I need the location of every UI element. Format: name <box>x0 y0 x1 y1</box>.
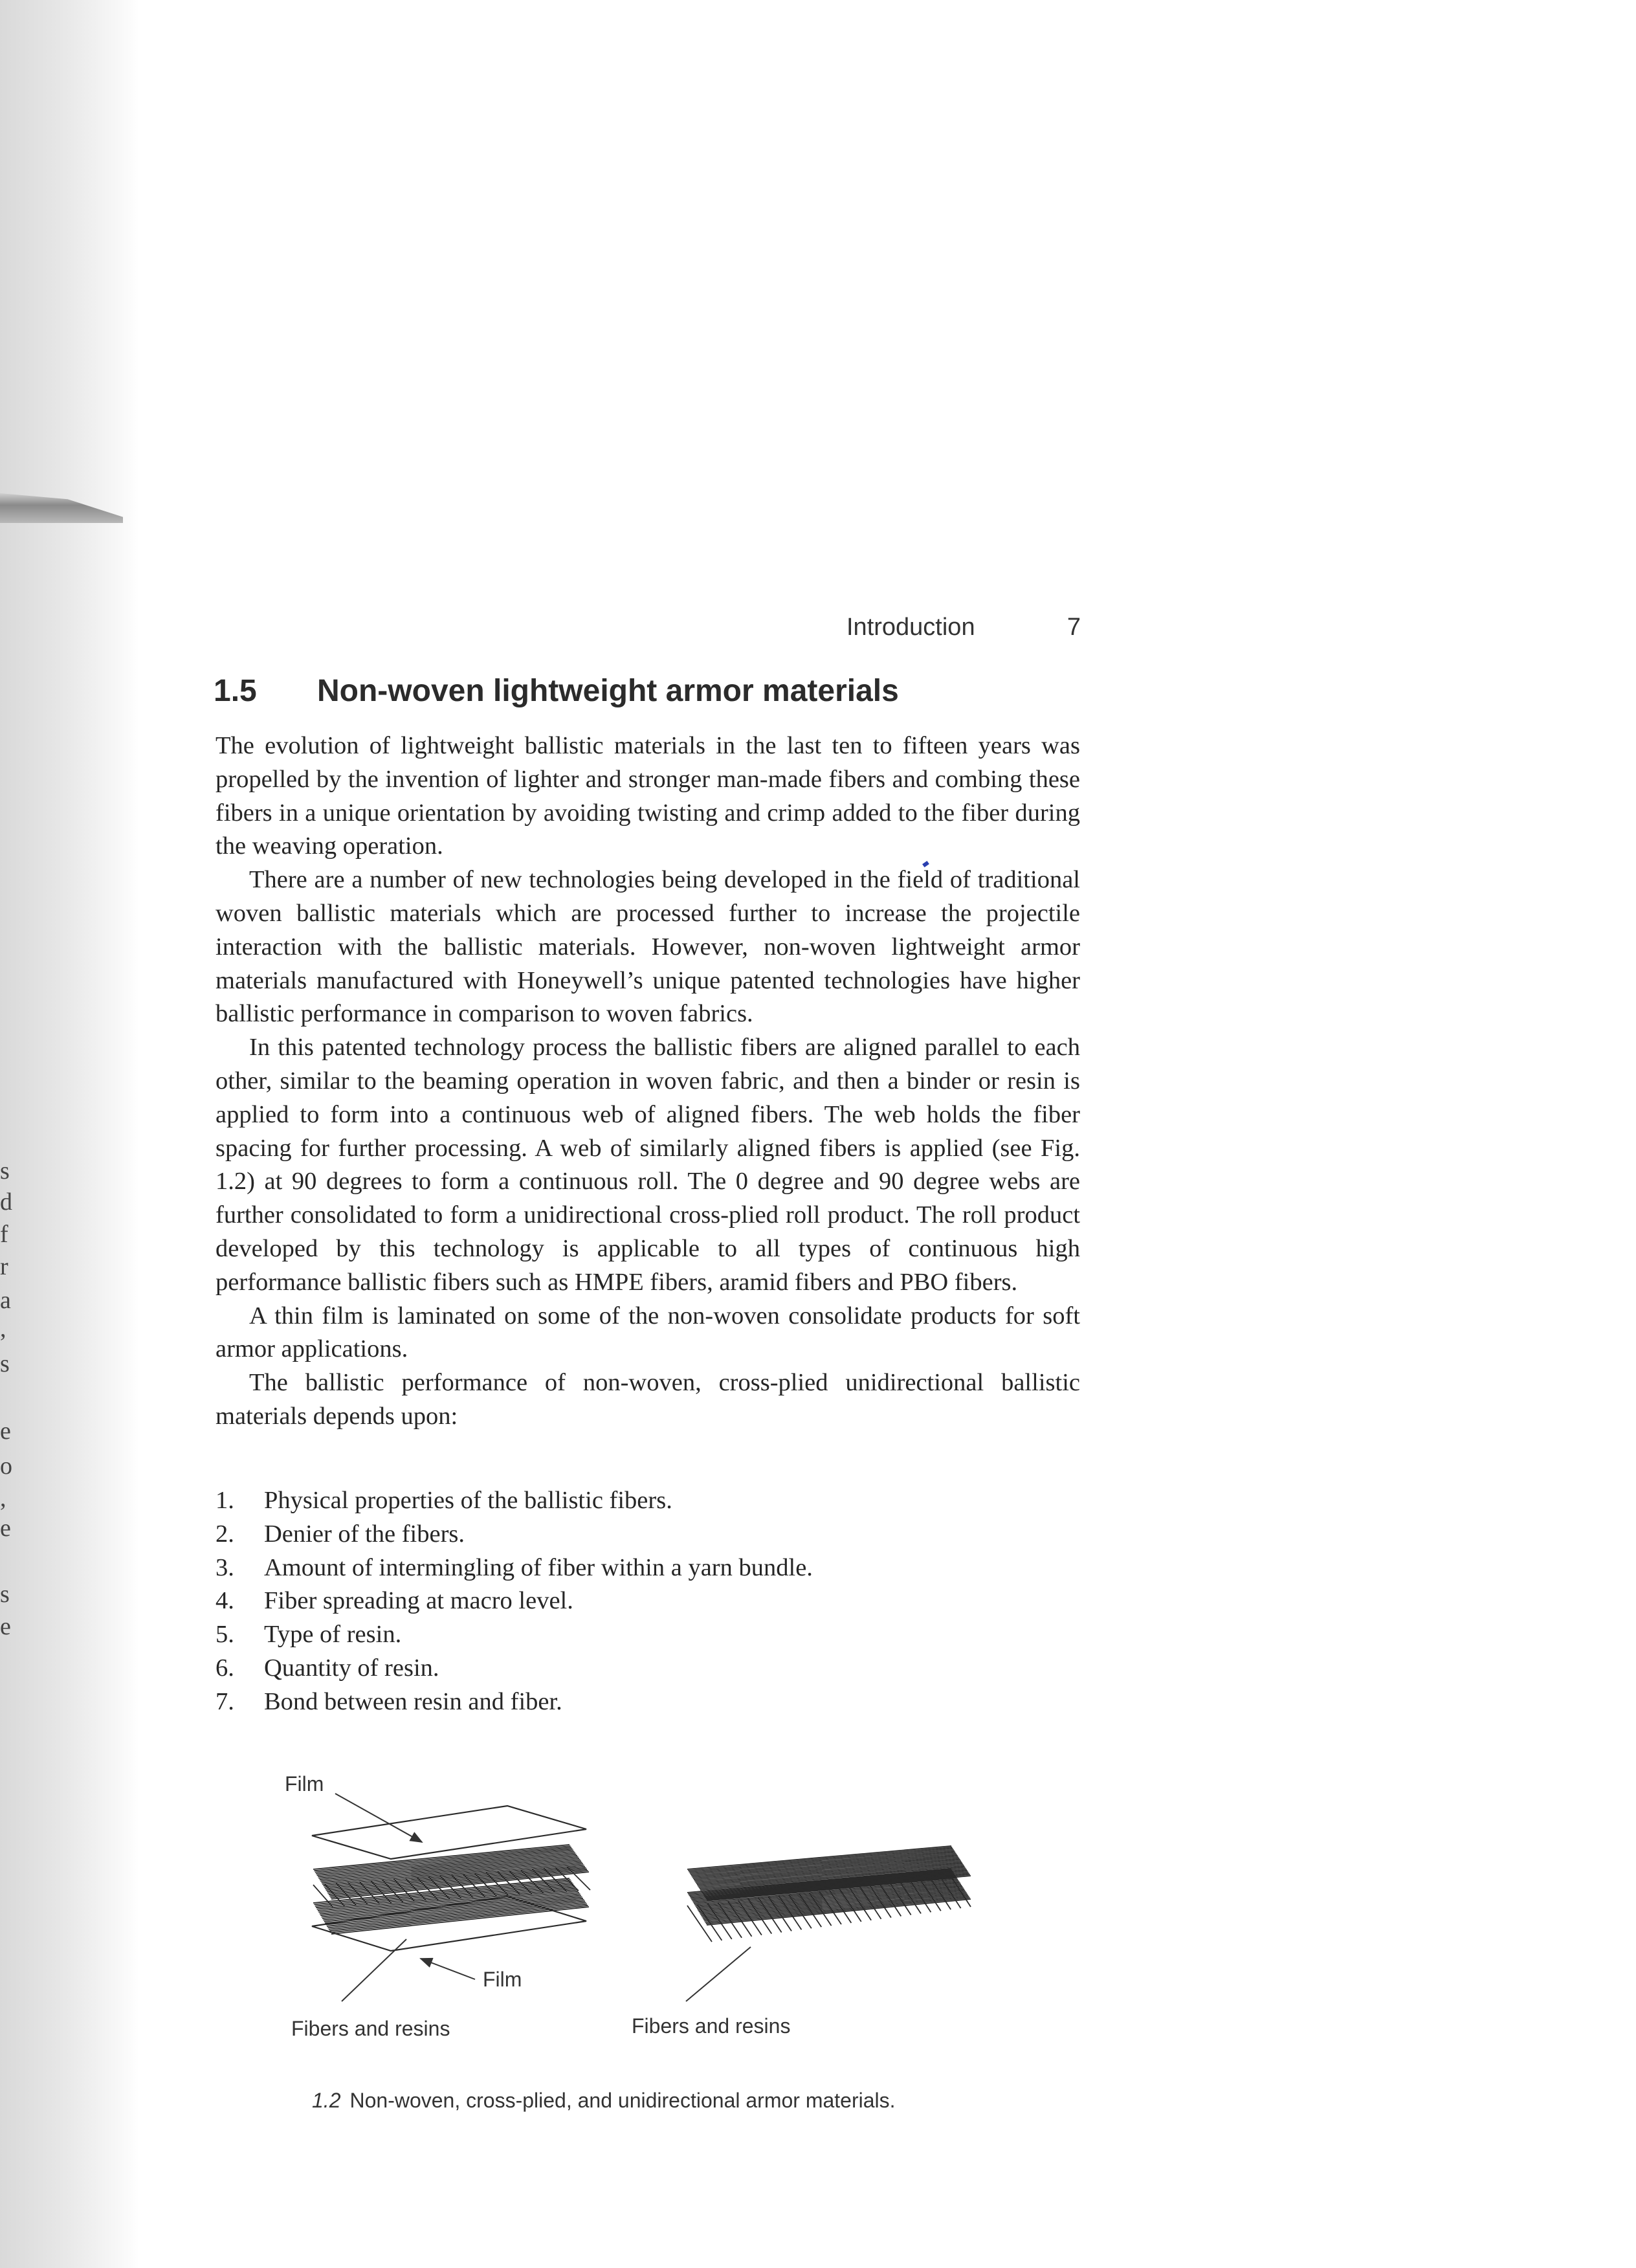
fiber-line <box>694 1856 958 1880</box>
fiber-line <box>694 1879 958 1903</box>
fiber-line <box>690 1873 954 1897</box>
fiber-line <box>327 1901 585 1928</box>
edge-glyph: e <box>0 1418 11 1445</box>
list-item <box>216 1685 1080 1719</box>
fiber-line <box>318 1885 575 1911</box>
fiber-line <box>705 1873 969 1898</box>
fiber-line <box>870 1886 890 1918</box>
fiber-line <box>691 1852 955 1876</box>
list-item <box>216 1551 1080 1585</box>
fiber-line <box>326 1898 583 1925</box>
fiber-line <box>348 1882 368 1904</box>
fiber-line <box>315 1847 571 1872</box>
fiber-line <box>324 1895 581 1921</box>
section-title: Non-woven lightweight armor materials <box>317 674 899 708</box>
fiber-line <box>325 1862 582 1889</box>
fiber-line <box>688 1871 952 1894</box>
list-item-number: 1. <box>216 1487 234 1514</box>
fiber-line <box>702 1892 966 1917</box>
fiber-line <box>839 1889 861 1922</box>
fiber-line <box>394 1879 415 1902</box>
paragraph: The ballistic performance of non-woven, cross-plied unidirectional ballistic materials depends upon: <box>216 1369 1080 1430</box>
fiber-line <box>329 1868 586 1895</box>
page-binding-shadow <box>0 0 139 2268</box>
fiber-line <box>689 1849 953 1872</box>
figure-number: 1.2 <box>312 2089 341 2112</box>
cross-plied-laminate-drawing <box>312 1806 586 1951</box>
fiber-line <box>769 1896 792 1931</box>
label-film-top: Film <box>285 1772 324 1796</box>
fiber-line <box>327 1867 585 1893</box>
fiber-line <box>555 1867 579 1891</box>
list-item-number: 7. <box>216 1687 234 1715</box>
fiber-line <box>698 1904 722 1940</box>
fiber-line <box>799 1893 822 1927</box>
list-item-number: 4. <box>216 1587 234 1615</box>
fiber-line <box>313 1885 333 1907</box>
fiber-line <box>486 1873 508 1895</box>
fiber-line <box>323 1894 580 1920</box>
fiber-line <box>921 1880 941 1911</box>
paragraph: A thin film is laminated on some of the non-woven consolidate products for soft armor applications. <box>216 1302 1080 1363</box>
fiber-line <box>331 1871 588 1898</box>
section-number: 1.5 <box>214 674 257 708</box>
fiber-line <box>698 1885 962 1910</box>
edge-glyph: r <box>0 1253 8 1280</box>
label-film-bottom: Film <box>483 1968 522 1991</box>
fiber-line <box>320 1856 577 1882</box>
leader-fibers-left <box>342 1939 406 2001</box>
running-head-title: Introduction <box>846 614 975 641</box>
edge-glyph: , <box>0 1485 6 1512</box>
fiber-line <box>690 1850 954 1873</box>
fiber-line <box>406 1878 426 1901</box>
fiber-line <box>509 1871 532 1894</box>
page-number: 7 <box>1067 614 1081 641</box>
paragraph: The evolution of lightweight ballistic materials in the last ten to fifteen years was propelled by the invention of lighter and stronger man-made fibers and combing these fibers in a unique orientation by avoiding twisting and crimp added to the fiber during the weaving operation. <box>216 732 1080 860</box>
fiber-line <box>697 1861 961 1885</box>
fiber-line <box>322 1893 579 1918</box>
fiber-line <box>700 1888 964 1913</box>
figure-caption-text: Non-woven, cross-plied, and unidirectional armor materials. <box>349 2089 896 2112</box>
fiber-line <box>498 1872 520 1895</box>
fiber-line <box>316 1849 572 1874</box>
film-sheet-bottom <box>312 1896 586 1951</box>
film-sheet-top <box>312 1806 586 1859</box>
fiber-line <box>738 1900 761 1935</box>
fiber-line <box>931 1879 951 1909</box>
fiber-line <box>696 1858 960 1882</box>
edge-glyph: e <box>0 1515 11 1542</box>
fiber-line <box>318 1887 575 1912</box>
edge-glyph: e <box>0 1613 11 1640</box>
fiber-line <box>691 1876 955 1900</box>
fiber-line <box>694 1857 958 1881</box>
edge-glyph: s <box>0 1157 10 1184</box>
list-item-number: 6. <box>216 1654 234 1682</box>
fiber-line <box>325 1897 582 1924</box>
fiber-line <box>359 1882 379 1904</box>
edge-glyph: f <box>0 1221 8 1248</box>
fiber-line <box>696 1882 960 1906</box>
list-item <box>216 1518 1080 1551</box>
fiber-line <box>758 1898 782 1932</box>
edge-glyph: s <box>0 1581 10 1608</box>
fiber-line <box>463 1874 485 1896</box>
fiber-line <box>322 1891 579 1917</box>
fiber-line <box>718 1902 742 1938</box>
edge-glyph: o <box>0 1452 12 1480</box>
fiber-line <box>317 1884 573 1909</box>
list-item <box>216 1484 1080 1518</box>
fiber-line <box>693 1878 957 1902</box>
list-item <box>216 1618 1080 1652</box>
fiber-line <box>701 1867 965 1891</box>
fiber-line <box>697 1884 961 1909</box>
paragraph: In this patented technology process the ballistic fibers are aligned parallel to each other, similar to the beaming operation in woven fabric, and then a binder or resin is applied to form into a continuous web of aligned fibers. The web holds the fiber spacing for further processing. A web of similarly aligned fibers is applied (see Fig. 1.2) at 90 degrees to form a continuous roll. The 0 degree and 90 degree webs are further consolidated to form a unidirectional cross-plied roll product. The roll product developed by this technology is applicable to all types of continuous high performance ballistic fibers such as HMPE fibers, aramid fibers and PBO fibers. <box>216 1034 1080 1296</box>
fiber-line <box>911 1882 931 1913</box>
fiber-line <box>687 1846 951 1869</box>
fiber-line <box>703 1893 967 1918</box>
fiber-line <box>951 1877 971 1907</box>
list-item-text: Fiber spreading at macro level. <box>264 1587 573 1615</box>
fiber-line <box>728 1901 752 1936</box>
fiber-line <box>700 1866 964 1890</box>
fiber-line <box>452 1875 473 1898</box>
fiber-line <box>326 1863 583 1890</box>
fiber-line <box>880 1885 901 1917</box>
fiber-line <box>314 1846 570 1871</box>
list-item-number: 3. <box>216 1553 234 1581</box>
fiber-line <box>703 1869 967 1894</box>
fiber-line <box>337 1883 357 1905</box>
fiber-line <box>371 1881 391 1903</box>
fiber-line <box>322 1857 579 1883</box>
fiber-line <box>850 1888 871 1920</box>
fiber-line <box>691 1874 955 1898</box>
fiber-line <box>314 1880 570 1904</box>
unidirectional-ply-lower <box>687 1869 971 1942</box>
fiber-line <box>700 1865 964 1889</box>
fiber-line <box>809 1893 831 1926</box>
fiber-line <box>567 1867 590 1890</box>
fiber-line <box>696 1860 960 1884</box>
fiber-line <box>941 1878 960 1908</box>
fiber-line <box>692 1854 956 1878</box>
fiber-line <box>701 1891 965 1916</box>
fiber-line <box>860 1887 881 1918</box>
edge-glyph: , <box>0 1315 6 1342</box>
fiber-line <box>331 1872 589 1899</box>
fiber-line <box>696 1883 960 1907</box>
fiber-line <box>323 1860 580 1885</box>
fiber-line <box>890 1884 911 1915</box>
fiber-line <box>544 1869 566 1892</box>
list-item-text: Physical properties of the ballistic fibers. <box>264 1487 672 1514</box>
fiber-line <box>320 1890 577 1916</box>
fiber-line <box>692 1877 956 1901</box>
list-item-text: Quantity of resin. <box>264 1654 439 1682</box>
fiber-line <box>474 1873 496 1896</box>
fiber-ply-upper <box>313 1845 589 1899</box>
fiber-line <box>325 1884 344 1906</box>
fiber-line <box>316 1883 572 1908</box>
fiber-line <box>687 1906 712 1942</box>
label-fibers-resins-left: Fibers and resins <box>291 2017 450 2040</box>
fiber-line <box>748 1899 771 1934</box>
list-item-number: 2. <box>216 1520 234 1548</box>
fiber-line <box>819 1891 841 1924</box>
fiber-line <box>703 1894 967 1919</box>
fiber-line <box>533 1869 555 1893</box>
fiber-line <box>313 1845 569 1869</box>
fiber-line <box>327 1865 584 1892</box>
label-fibers-resins-right: Fibers and resins <box>632 2014 791 2038</box>
fiber-ply-lower <box>313 1867 590 1934</box>
body-text <box>216 729 1080 1434</box>
list-item-number: 5. <box>216 1621 234 1649</box>
fiber-line <box>318 1853 575 1878</box>
fiber-line <box>901 1882 922 1913</box>
list-item <box>216 1652 1080 1685</box>
fiber-line <box>688 1847 952 1871</box>
section-heading <box>214 673 1087 709</box>
leader-fibers-right <box>686 1947 751 2001</box>
leader-film-top <box>335 1794 422 1842</box>
fiber-line <box>707 1899 971 1925</box>
fiber-line <box>706 1898 970 1924</box>
performance-factor-list <box>216 1484 1080 1719</box>
fiber-line <box>699 1863 963 1887</box>
fiber-line <box>329 1904 587 1931</box>
figure-caption <box>312 2089 1153 2113</box>
fiber-line <box>322 1858 579 1884</box>
leader-film-bottom <box>421 1959 475 1979</box>
fiber-line <box>693 1854 957 1878</box>
fiber-line <box>689 1872 953 1895</box>
running-head <box>841 614 1081 652</box>
fiber-line <box>318 1852 575 1877</box>
fiber-line <box>704 1872 968 1896</box>
list-item-text: Denier of the fibers. <box>264 1520 465 1548</box>
fiber-line <box>789 1895 812 1928</box>
edge-glyph: d <box>0 1188 12 1216</box>
fiber-line <box>331 1907 589 1934</box>
fiber-line <box>707 1904 731 1939</box>
list-item-text: Type of resin. <box>264 1621 402 1649</box>
fiber-line <box>691 1851 955 1874</box>
fiber-line <box>687 1869 951 1893</box>
fiber-line <box>703 1871 967 1895</box>
fiber-line <box>329 1902 586 1929</box>
fiber-line <box>694 1880 958 1905</box>
fiber-line <box>700 1889 964 1915</box>
fiber-line <box>707 1876 971 1900</box>
fiber-line <box>317 1850 573 1875</box>
fiber-line <box>327 1900 584 1926</box>
fiber-line <box>705 1896 969 1922</box>
paragraph: There are a number of new technologies being developed in the field of traditional woven ballistic materials which are processed further to increase the projectile interaction with the ballistic materials. However, non-woven lightweight armor materials manufactured with Honeywell’s unique patented technologies have higher ballistic performance in comparison to woven fabrics. <box>216 866 1080 1028</box>
fiber-line <box>699 1887 963 1911</box>
list-item-text: Amount of intermingling of fiber within a yarn bundle. <box>264 1553 813 1581</box>
list-item <box>216 1584 1080 1618</box>
fiber-line <box>521 1870 544 1893</box>
fiber-line <box>324 1861 581 1887</box>
fiber-line <box>320 1888 577 1913</box>
fiber-line <box>428 1876 450 1899</box>
list-item-text: Bond between resin and fiber. <box>264 1687 562 1715</box>
fiber-line <box>704 1895 968 1921</box>
fiber-line <box>313 1878 569 1903</box>
fiber-line <box>329 1869 587 1896</box>
fiber-line <box>440 1876 461 1898</box>
fiber-line <box>331 1906 588 1933</box>
fiber-line <box>702 1869 966 1893</box>
fiber-line <box>830 1890 852 1923</box>
edge-glyph: s <box>0 1350 10 1377</box>
fiber-line <box>779 1896 801 1930</box>
fiber-line <box>320 1854 577 1880</box>
fiber-line <box>382 1880 403 1902</box>
fiber-line <box>706 1874 970 1899</box>
fiber-line <box>315 1881 571 1906</box>
unidirectional-ply-upper <box>687 1846 971 1900</box>
edge-glyph: a <box>0 1287 11 1314</box>
fiber-line <box>417 1878 437 1900</box>
fiber-line <box>698 1862 962 1886</box>
